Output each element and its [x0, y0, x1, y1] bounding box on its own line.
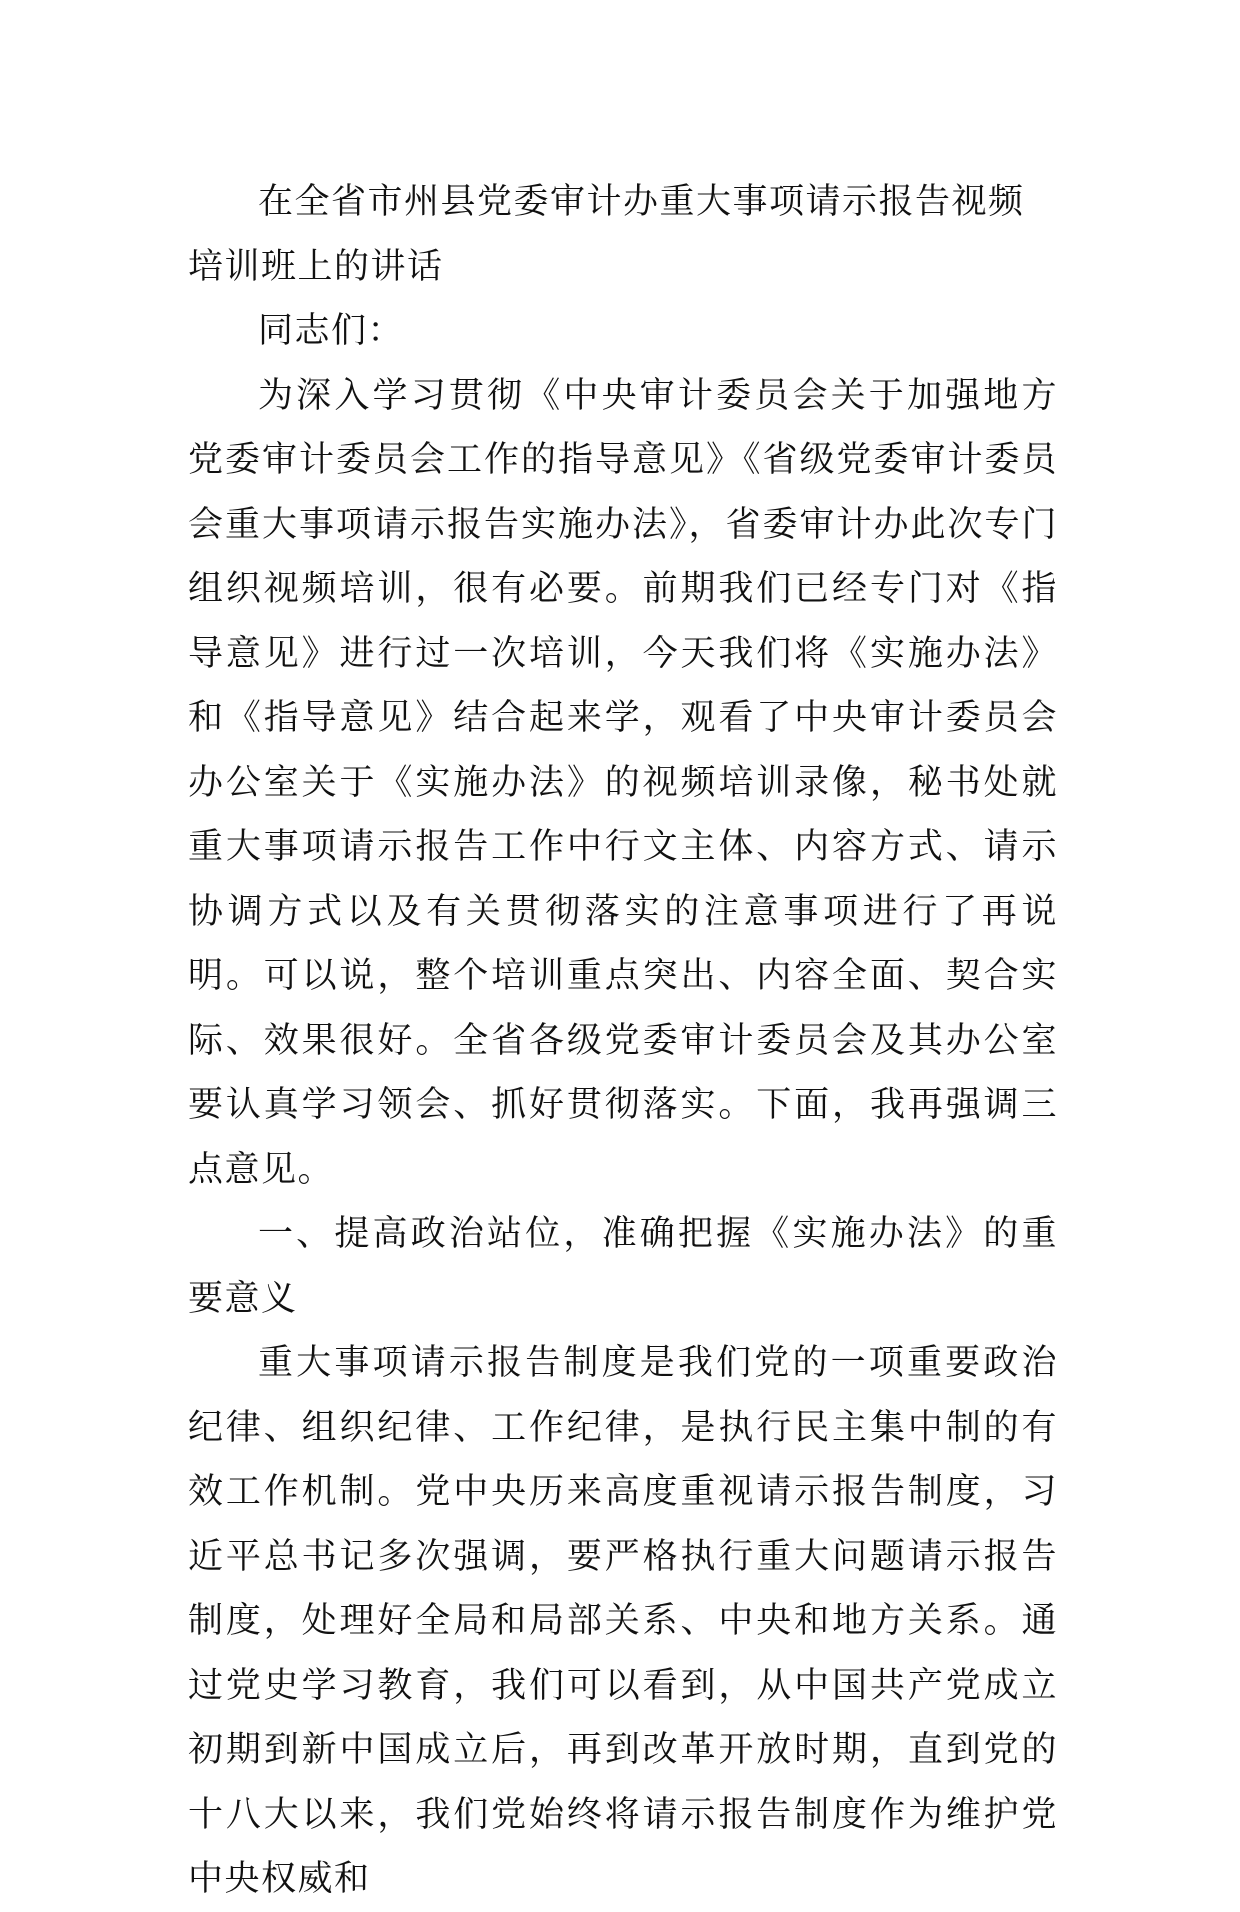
- body-paragraph: 为深入学习贯彻《中央审计委员会关于加强地方党委审计委员会工作的指导意见》《省级党委审计委员会重大事项请示报告实施办法》，省委审计办此次专门组织视频培训，很有必要。前期我们已经专门对《指导意见》进行过一次培训，今天我们将《实施办法》和《指导意见》结合起来学，观看了中央审计委员会办公室关于《实施办法》的视频培训录像，秘书处就重大事项请示报告工作中行文主体、内容方式、请示协调方式以及有关贯彻落实的注意事项进行了再说明。可以说，整个培训重点突出、内容全面、契合实际、效果很好。全省各级党委审计委员会及其办公室要认真学习领会、抓好贯彻落实。下面，我再强调三点意见。: [188, 375, 1058, 1190]
- document-body: [188, 170, 1058, 1912]
- speech-title: 在全省市州县党委审计办重大事项请示报告视频培训班上的讲话: [188, 182, 1025, 287]
- section-heading: 一、提高政治站位，准确把握《实施办法》的重要意义: [188, 1214, 1058, 1319]
- body-paragraph: 重大事项请示报告制度是我们党的一项重要政治纪律、组织纪律、工作纪律，是执行民主集中制的有效工作机制。党中央历来高度重视请示报告制度，习近平总书记多次强调，要严格执行重大问题请示报告制度，处理好全局和局部关系、中央和地方关系。通过党史学习教育，我们可以看到，从中国共产党成立初期到新中国成立后，再到改革开放时期，直到党的十八大以来，我们党始终将请示报告制度作为维护党中央权威和: [188, 1343, 1058, 1899]
- salutation: 同志们：: [258, 311, 405, 351]
